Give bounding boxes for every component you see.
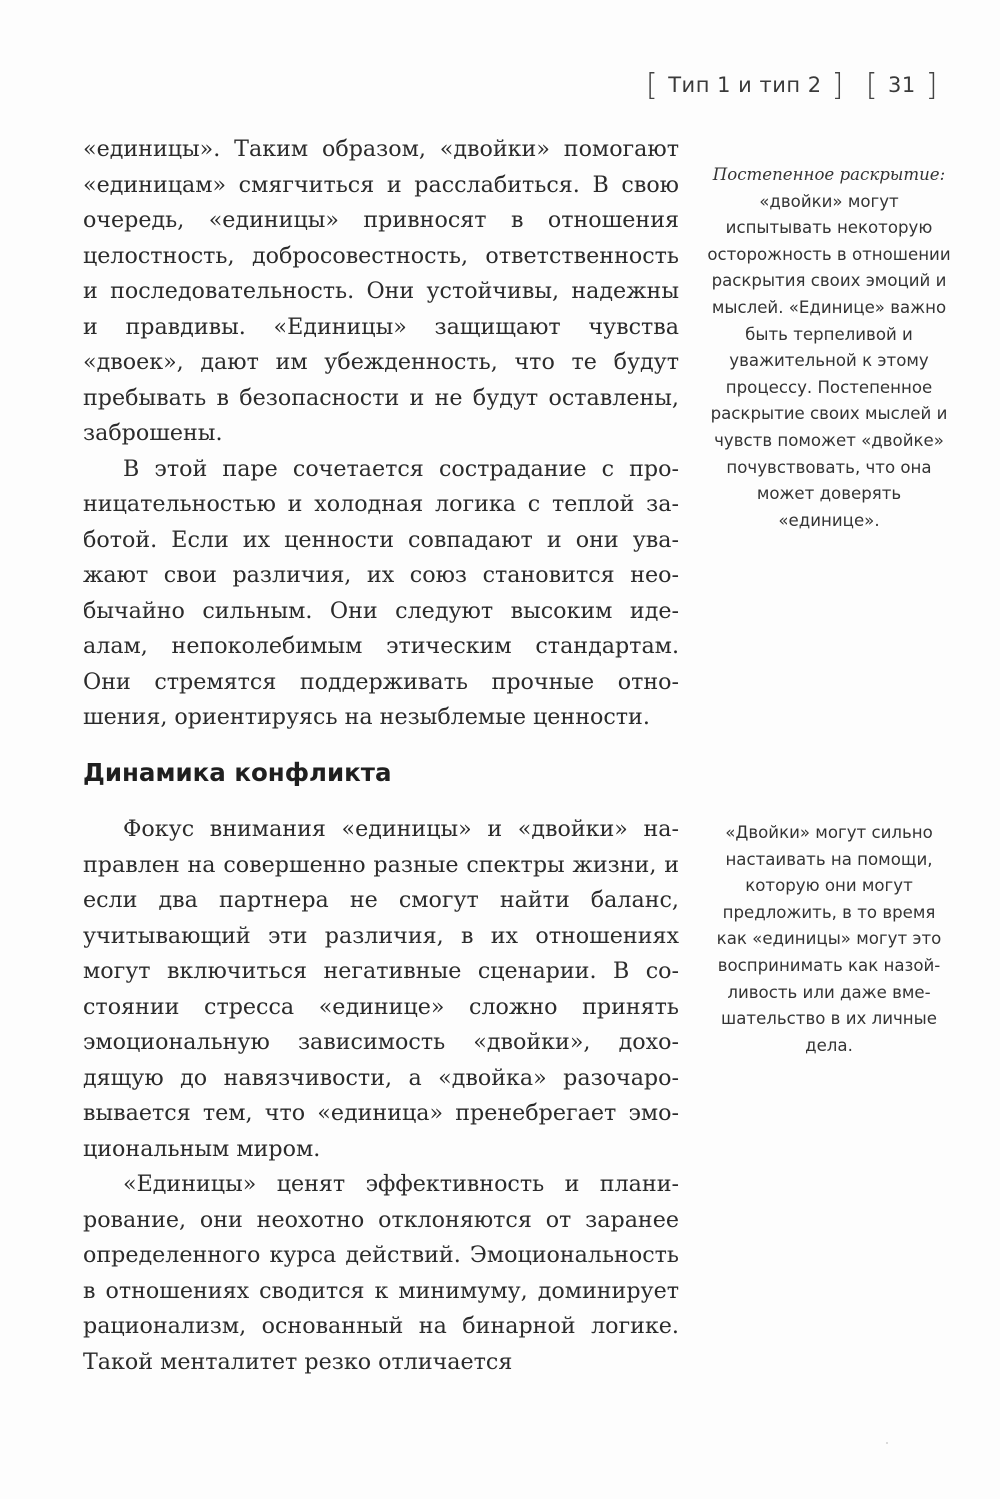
- sidenote-2: «Двойки» могут сильно настаивать на помощи, которую они могут предложить, в то время как «единицы» могут это воспринимать как назойливость или даже вмешательство в их личные дела.: [716, 823, 942, 1055]
- page-bracket-close: ]: [925, 68, 938, 103]
- sidenote-1-body: «двойки» могут испытывать некоторую осторожность в отношении раскрытия своих эмоций и мыслей. «Единице» важно быть терпеливой и уважительной к этому процессу. Постепенное раскрытие своих мыслей и чувств поможет «двойке» почувствовать, что она может доверять «единице».: [707, 191, 951, 530]
- main-text-block-bottom: [83, 812, 679, 1380]
- paragraph-2: В этой паре сочетается сострадание с проницательностью и холодная логика с теплой заботой. Если их ценности совпадают и они уважают свои различия, их союз становится необычайно сильным. Они следуют высоким идеалам, непоколебимым этическим стандартам. Они стремятся поддерживать прочные отношения, ориентируясь на незыблемые ценности.: [83, 455, 679, 730]
- header-bracket-close: ]: [831, 68, 844, 103]
- running-header: [646, 68, 938, 103]
- paragraph-4: «Единицы» ценят эффективность и планирование, они неохотно отклоняются от заранее определенного курса действий. Эмоциональность в отношениях сводится к минимуму, доминирует рационализм, основанный на бинарной логике. Такой менталитет резко отличается: [83, 1171, 679, 1375]
- chapter-title: Тип 1 и тип 2: [668, 73, 822, 97]
- page-number: 31: [888, 73, 916, 97]
- paper-speck: [886, 1442, 888, 1444]
- paragraph-1: «единицы». Таким образом, «двойки» помогают «единицам» смягчиться и расслабиться. В свою очередь, «единицы» привносят в отношения целостность, добросовестность, ответственность и последовательность. Они устойчивы, надежны и правдивы. «Единицы» защищают чувства «двоек», дают им убежденность, что те будут пребывать в безопасности и не будут оставлены, заброшены.: [83, 136, 679, 446]
- sidenote-1-lead: Постепенное раскрытие:: [712, 165, 946, 184]
- main-text-block-top: [83, 132, 679, 736]
- header-bracket-open: [: [646, 68, 659, 103]
- paragraph-3: Фокус внимания «единицы» и «двойки» направлен на совершенно разные спектры жизни, и если два партнера не смогут найти баланс, учитывающий эти различия, в их отношениях могут включиться негативные сценарии. В состоянии стресса «единице» сложно принять эмоциональную зависимость «двойки», доходящую до навязчивости, а «двойка» разочаровывается тем, что «единица» пренебрегает эмоциональным миром.: [83, 816, 679, 1162]
- section-heading: Динамика конфликта: [83, 758, 392, 787]
- page-bracket-open: [: [865, 68, 879, 103]
- sidenote-1: [706, 162, 952, 534]
